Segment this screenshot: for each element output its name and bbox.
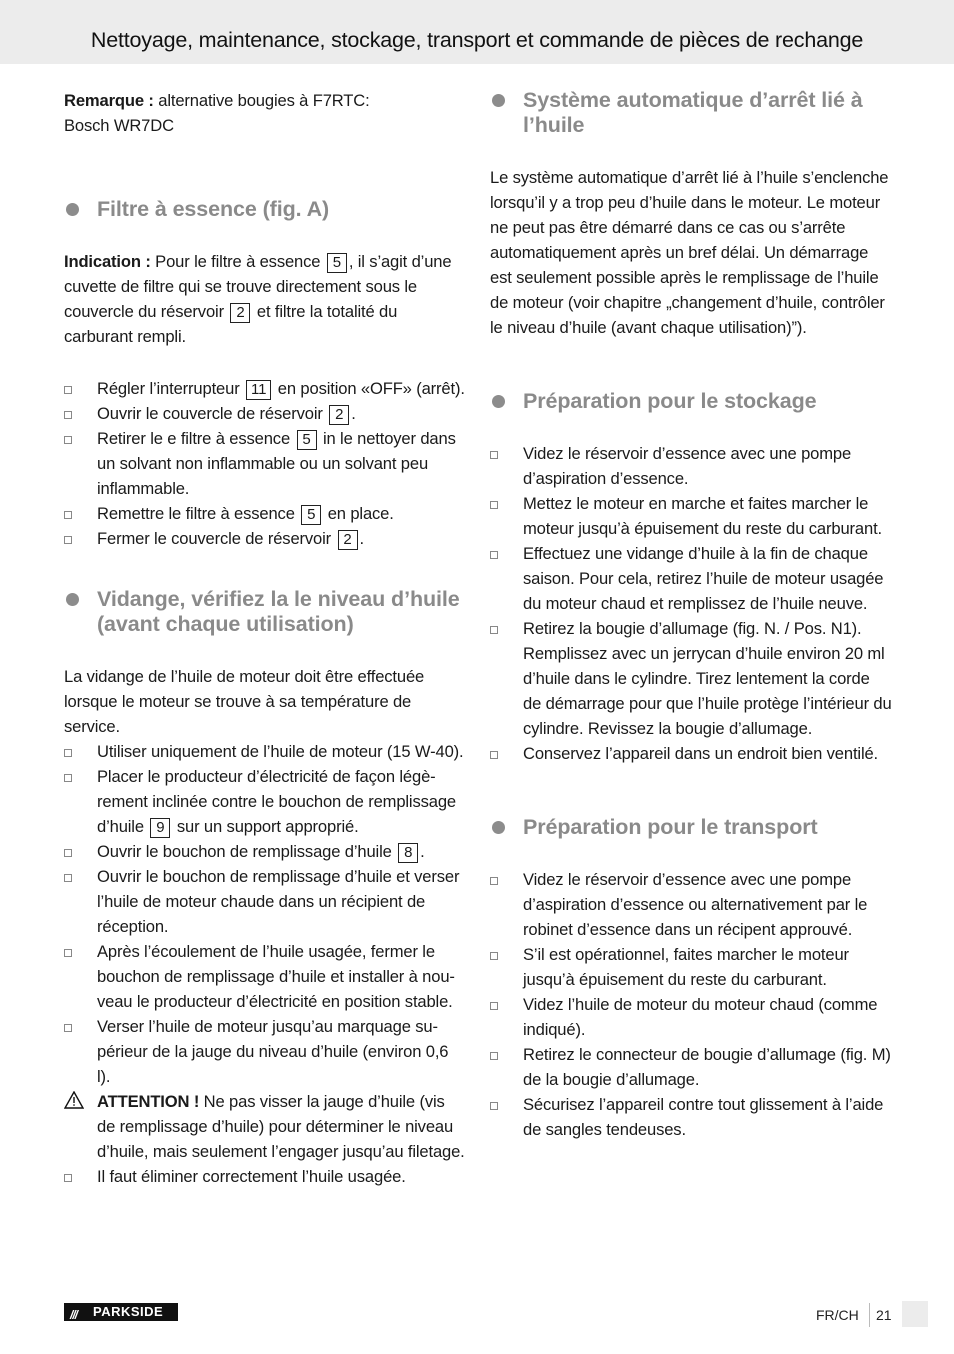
checkbox-square-icon: [490, 1102, 498, 1110]
bullet-dot-icon: [492, 821, 505, 834]
list-item: Ouvrir le couvercle de réservoir 2 .: [64, 401, 466, 426]
checkbox-square-icon: [490, 1002, 498, 1010]
list-item: Conservez l’appareil dans un endroit bien ventilé.: [490, 741, 892, 766]
attention-note: ATTENTION ! Ne pas visser la jauge d’huile (vis de remplissage d’huile) pour déterminer le niveau d’huile, mais seulement l’engager jusqu’au filetage.: [64, 1089, 466, 1164]
section-heading-oil-change: Vidange, vérifiez la le niveau d’huile (avant chaque utilisation): [64, 587, 466, 637]
list-item: Ouvrir le bouchon de remplissage d’huile 8 .: [64, 839, 466, 864]
checkbox-square-icon: [64, 411, 72, 419]
fuel-filter-steps: [64, 376, 466, 551]
list-item: Utiliser uniquement de l’huile de moteur (15 W-40).: [64, 739, 466, 764]
list-item: Fermer le couvercle de réservoir 2 .: [64, 526, 466, 551]
checkbox-square-icon: [490, 551, 498, 559]
checkbox-square-icon: [490, 751, 498, 759]
list-item: Il faut éliminer correctement l’huile usagée.: [64, 1164, 466, 1189]
part-ref-box: 2: [230, 303, 250, 323]
checkbox-square-icon: [490, 451, 498, 459]
part-ref-box: 5: [327, 253, 347, 273]
section-heading-fuel-filter: Filtre à essence (fig. A): [64, 197, 466, 222]
bullet-dot-icon: [492, 94, 505, 107]
part-ref-box: 5: [301, 505, 321, 525]
page-title: Nettoyage, maintenance, stockage, transport et commande de pièces de rechange: [90, 28, 864, 52]
parkside-logo: [64, 1303, 178, 1321]
checkbox-square-icon: [64, 849, 72, 857]
remark-paragraph: [64, 88, 466, 138]
checkbox-square-icon: [64, 774, 72, 782]
checkbox-square-icon: [64, 1174, 72, 1182]
page-number: 21: [876, 1307, 892, 1323]
fuel-filter-indication: Indication : Pour le filtre à essence 5 , il s’agit d’une cuvette de filtre qui se trouve directement sous le couvercle du réservoir 2 et filtre la totalité du carburant rempli.: [64, 252, 452, 346]
logo-brand: PARKSIDE: [93, 1304, 164, 1319]
part-ref-box: 2: [338, 530, 358, 550]
oil-change-final-step: [64, 1164, 466, 1189]
attention-label: ATTENTION !: [97, 1092, 200, 1111]
indication-label: Indication :: [64, 252, 151, 271]
part-ref-box: 11: [246, 380, 271, 400]
oil-change-steps: [64, 739, 466, 1089]
list-item: Videz le réservoir d’essence avec une pompe d’aspiration d’essence ou alternativement par le robinet d’essence dans un récipent approuvé.: [490, 867, 892, 942]
list-item: Videz l’huile de moteur du moteur chaud (comme indiqué).: [490, 992, 892, 1042]
footer-divider: [869, 1303, 870, 1327]
list-item: Verser l’huile de moteur jusqu’au marquage supérieur de la jauge du niveau d’huile (environ 0,6 l).: [64, 1014, 466, 1089]
checkbox-square-icon: [64, 749, 72, 757]
checkbox-square-icon: [490, 877, 498, 885]
list-item: Ouvrir le bouchon de remplissage d’huile et verser l’huile de moteur chaude dans un récipient de réception.: [64, 864, 466, 939]
checkbox-square-icon: [64, 949, 72, 957]
oil-change-intro: La vidange de l’huile de moteur doit être effectuée lorsque le moteur se trouve à sa température de service.: [64, 667, 425, 736]
checkbox-square-icon: [490, 1052, 498, 1060]
list-item: Retirez le connecteur de bougie d’allumage (fig. M) de la bougie d’allumage.: [490, 1042, 892, 1092]
checkbox-square-icon: [64, 536, 72, 544]
language-code: FR/CH: [816, 1307, 859, 1323]
part-ref-box: 5: [297, 430, 317, 450]
warning-triangle-icon: [64, 1091, 84, 1109]
bullet-dot-icon: [66, 203, 79, 216]
bullet-dot-icon: [66, 593, 79, 606]
section-heading-storage: Préparation pour le stockage: [490, 389, 892, 414]
list-item: Mettez le moteur en marche et faites marcher le moteur jusqu’à épuisement du reste du carburant.: [490, 491, 892, 541]
list-item: Placer le producteur d’électricité de façon légèrement inclinée contre le bouchon de remplissage d’huile 9 sur un support approprié.: [64, 764, 466, 839]
left-column: [64, 88, 466, 1189]
list-item: Effectuez une vidange d’huile à la fin de chaque saison. Pour cela, retirez l’huile de moteur usagée du moteur chaud et remplissez de l’huile neuve.: [490, 541, 892, 616]
section-heading-oil-stop: Système automatique d’arrêt lié à l’huile: [490, 88, 892, 138]
remark-text: alternative bougies à F7RTC:: [158, 91, 370, 110]
remark-label: Remarque :: [64, 91, 154, 110]
transport-steps: [490, 867, 892, 1142]
list-item: Retirez la bougie d’allumage (fig. N. / Pos. N1). Remplissez avec un jerrycan d’huile environ 20 ml d’huile dans le cylindre. Tirez lentement la corde de démarrage pour que l’huile protège l’intérieur du cylindre. Revissez la bougie d’allumage.: [490, 616, 892, 741]
checkbox-square-icon: [490, 952, 498, 960]
checkbox-square-icon: [64, 386, 72, 394]
checkbox-square-icon: [64, 511, 72, 519]
checkbox-square-icon: [490, 626, 498, 634]
list-item: Après l’écoulement de l’huile usagée, fermer le bouchon de remplissage d’huile et installer à nouveau le producteur d’électricité en position stable.: [64, 939, 466, 1014]
list-item: Sécurisez l’appareil contre tout glissement à l’aide de sangles tendeuses.: [490, 1092, 892, 1142]
part-ref-box: 8: [398, 843, 418, 863]
logo-stripes: ///: [70, 1308, 78, 1322]
checkbox-square-icon: [64, 874, 72, 882]
storage-steps: [490, 441, 892, 766]
checkbox-square-icon: [64, 436, 72, 444]
remark-text-2: Bosch WR7DC: [64, 116, 174, 135]
list-item: S’il est opérationnel, faites marcher le moteur jusqu’à épuisement du reste du carburant.: [490, 942, 892, 992]
page-header: [0, 0, 954, 64]
checkbox-square-icon: [64, 1024, 72, 1032]
right-column: [490, 88, 892, 1142]
bullet-dot-icon: [492, 395, 505, 408]
footer-tab: [902, 1301, 928, 1327]
list-item: Régler l’interrupteur 11 en position «OFF» (arrêt).: [64, 376, 466, 401]
list-item: Retirer le e filtre à essence 5 in le nettoyer dans un solvant non inflammable ou un solvant peu inflammable.: [64, 426, 466, 501]
section-heading-transport: Préparation pour le transport: [490, 815, 892, 840]
list-item: Remettre le filtre à essence 5 en place.: [64, 501, 466, 526]
oil-stop-text: Le système automatique d’arrêt lié à l’huile s’enclenche lorsqu’il y a trop peu d’huile dans le moteur. Le moteur ne peut pas être démarré dans ce cas ou s’arrête automatiquement après un bref délai. Un démarrage est seulement possible après le remplissage de l’huile de moteur (voir chapitre „changement d’huile, contrôler le niveau d’huile (avant chaque utilisation)”).: [490, 168, 889, 337]
checkbox-square-icon: [490, 501, 498, 509]
part-ref-box: 9: [150, 818, 170, 838]
list-item: Videz le réservoir d’essence avec une pompe d’aspiration d’essence.: [490, 441, 892, 491]
part-ref-box: 2: [329, 405, 349, 425]
